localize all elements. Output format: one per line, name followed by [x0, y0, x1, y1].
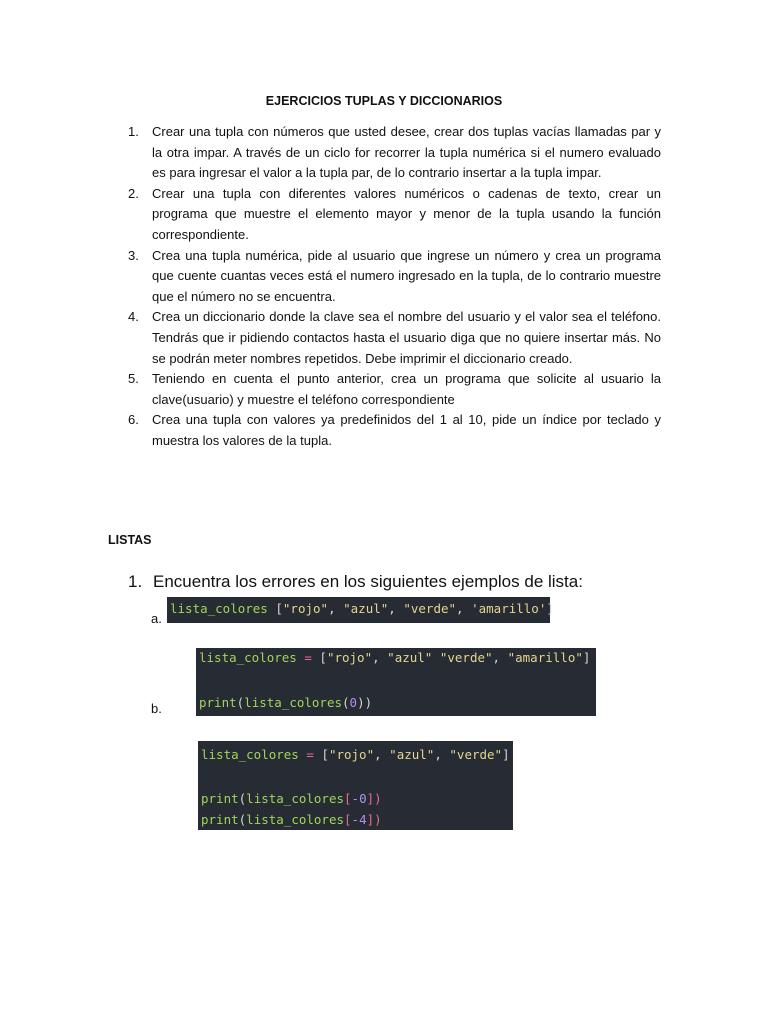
- code-token: [: [344, 791, 352, 806]
- code-token: print: [201, 812, 239, 827]
- code-token: print: [199, 695, 237, 710]
- code-token: lista_colores: [246, 812, 345, 827]
- code-token: ,: [388, 601, 404, 616]
- exercise-text: Crear una tupla con números que usted desee, crear dos tuplas vacías llamadas par y la otra impar. A través de un ciclo for recorrer la tupla numérica si el numero evaluado es para ingresar el valor a la tupla par, de lo contrario insertar a la tupla impar.: [152, 124, 661, 181]
- code-token: (: [342, 695, 350, 710]
- code-token: "verde": [449, 747, 503, 762]
- code-token: ]: [546, 601, 554, 616]
- exercise-number: 5.: [128, 371, 139, 387]
- code-token: "azul": [387, 650, 433, 665]
- code-token: ,: [492, 650, 508, 665]
- code-snippet-a: [167, 597, 554, 623]
- exercise-text: Crea un diccionario donde la clave sea el nombre del usuario y el valor sea el teléfono. Tendrás que ir pidiendo contactos hasta el usuario diga que no quiere insertar más. No se podrán meter nombres repetidos. Debe imprimir el diccionario creado.: [152, 309, 661, 366]
- code-token: "rojo": [328, 747, 375, 762]
- code-token: lista_colores: [199, 650, 297, 665]
- exercise-number: 6.: [128, 412, 139, 428]
- code-token: 'amarillo': [471, 601, 547, 616]
- exercise-text: Crea una tupla numérica, pide al usuario que ingrese un número y crea un programa que cuente cuantas veces está el numero ingresado en la tupla, de lo contrario muestre que el número no se encuentra.: [152, 247, 661, 304]
- code-token: (: [236, 695, 245, 710]
- code-token: )): [357, 695, 373, 710]
- exercise-number: 1.: [128, 124, 139, 139]
- code-token: lista_colores: [201, 747, 299, 762]
- code-token: 0: [349, 695, 358, 710]
- code-token: [: [344, 812, 352, 827]
- code-line: [170, 601, 554, 617]
- code-token: lista_colores: [246, 791, 345, 806]
- label-a: a.: [151, 611, 162, 626]
- code-token: ,: [456, 601, 472, 616]
- exercise-number: 3.: [128, 247, 139, 263]
- code-token: lista_colores: [244, 695, 343, 710]
- code-token: ]): [366, 791, 382, 806]
- code-line: [201, 812, 382, 828]
- code-token: "verde": [403, 601, 457, 616]
- exercise-item-6: [126, 410, 661, 451]
- code-token: [: [321, 747, 329, 762]
- code-token: ]: [502, 747, 510, 762]
- code-token: "amarillo": [507, 650, 583, 665]
- code-token: =: [296, 650, 320, 665]
- exercise-item-3: [126, 246, 661, 308]
- code-token: ,: [434, 747, 450, 762]
- code-token: -4: [351, 812, 367, 827]
- code-line: [199, 650, 590, 666]
- label-b: b.: [151, 701, 162, 716]
- exercise-text: Crear una tupla con diferentes valores numéricos o cadenas de texto, crear un programa que muestre el elemento mayor y menor de la tupla usando la función correspondiente.: [152, 185, 661, 242]
- exercise-text: Crea una tupla con valores ya predefinidos del 1 al 10, pide un índice por teclado y muestra los valores de la tupla.: [152, 412, 661, 448]
- exercise-item-5: [126, 369, 661, 410]
- task-number: 1.: [128, 572, 143, 591]
- code-token: ,: [374, 747, 390, 762]
- code-token: ]): [366, 812, 382, 827]
- code-token: ,: [328, 601, 344, 616]
- code-line: [201, 747, 510, 763]
- code-token: =: [298, 747, 322, 762]
- code-token: -0: [351, 791, 367, 806]
- code-token: [: [267, 601, 283, 616]
- code-token: (: [238, 791, 247, 806]
- exercise-item-1: [126, 122, 661, 184]
- code-line: [201, 791, 382, 807]
- code-token: lista_colores: [170, 601, 268, 616]
- code-token: [: [319, 650, 327, 665]
- code-token: "azul": [389, 747, 435, 762]
- exercise-item-2: [126, 184, 661, 246]
- code-token: "rojo": [282, 601, 329, 616]
- exercise-text: Teniendo en cuenta el punto anterior, crea un programa que solicite al usuario la clave(usuario) y muestre el teléfono correspondiente: [152, 371, 661, 407]
- code-token: [432, 650, 440, 665]
- task-text: Encuentra los errores en los siguientes ejemplos de lista:: [153, 572, 583, 591]
- section-heading-listas: LISTAS: [108, 533, 152, 547]
- code-token: "rojo": [326, 650, 373, 665]
- code-token: "azul": [343, 601, 389, 616]
- code-snippet-c: [198, 741, 513, 830]
- exercise-item-4: [126, 307, 661, 369]
- exercise-number: 4.: [128, 309, 139, 325]
- code-token: ]: [582, 650, 591, 665]
- code-token: (: [238, 812, 247, 827]
- exercise-number: 2.: [128, 185, 139, 201]
- page-title: EJERCICIOS TUPLAS Y DICCIONARIOS: [265, 94, 503, 108]
- code-snippet-b: [196, 648, 596, 716]
- code-token: print: [201, 791, 239, 806]
- exercise-list: [126, 122, 661, 452]
- code-token: ,: [372, 650, 388, 665]
- code-line: [199, 695, 372, 711]
- code-token: "verde": [439, 650, 493, 665]
